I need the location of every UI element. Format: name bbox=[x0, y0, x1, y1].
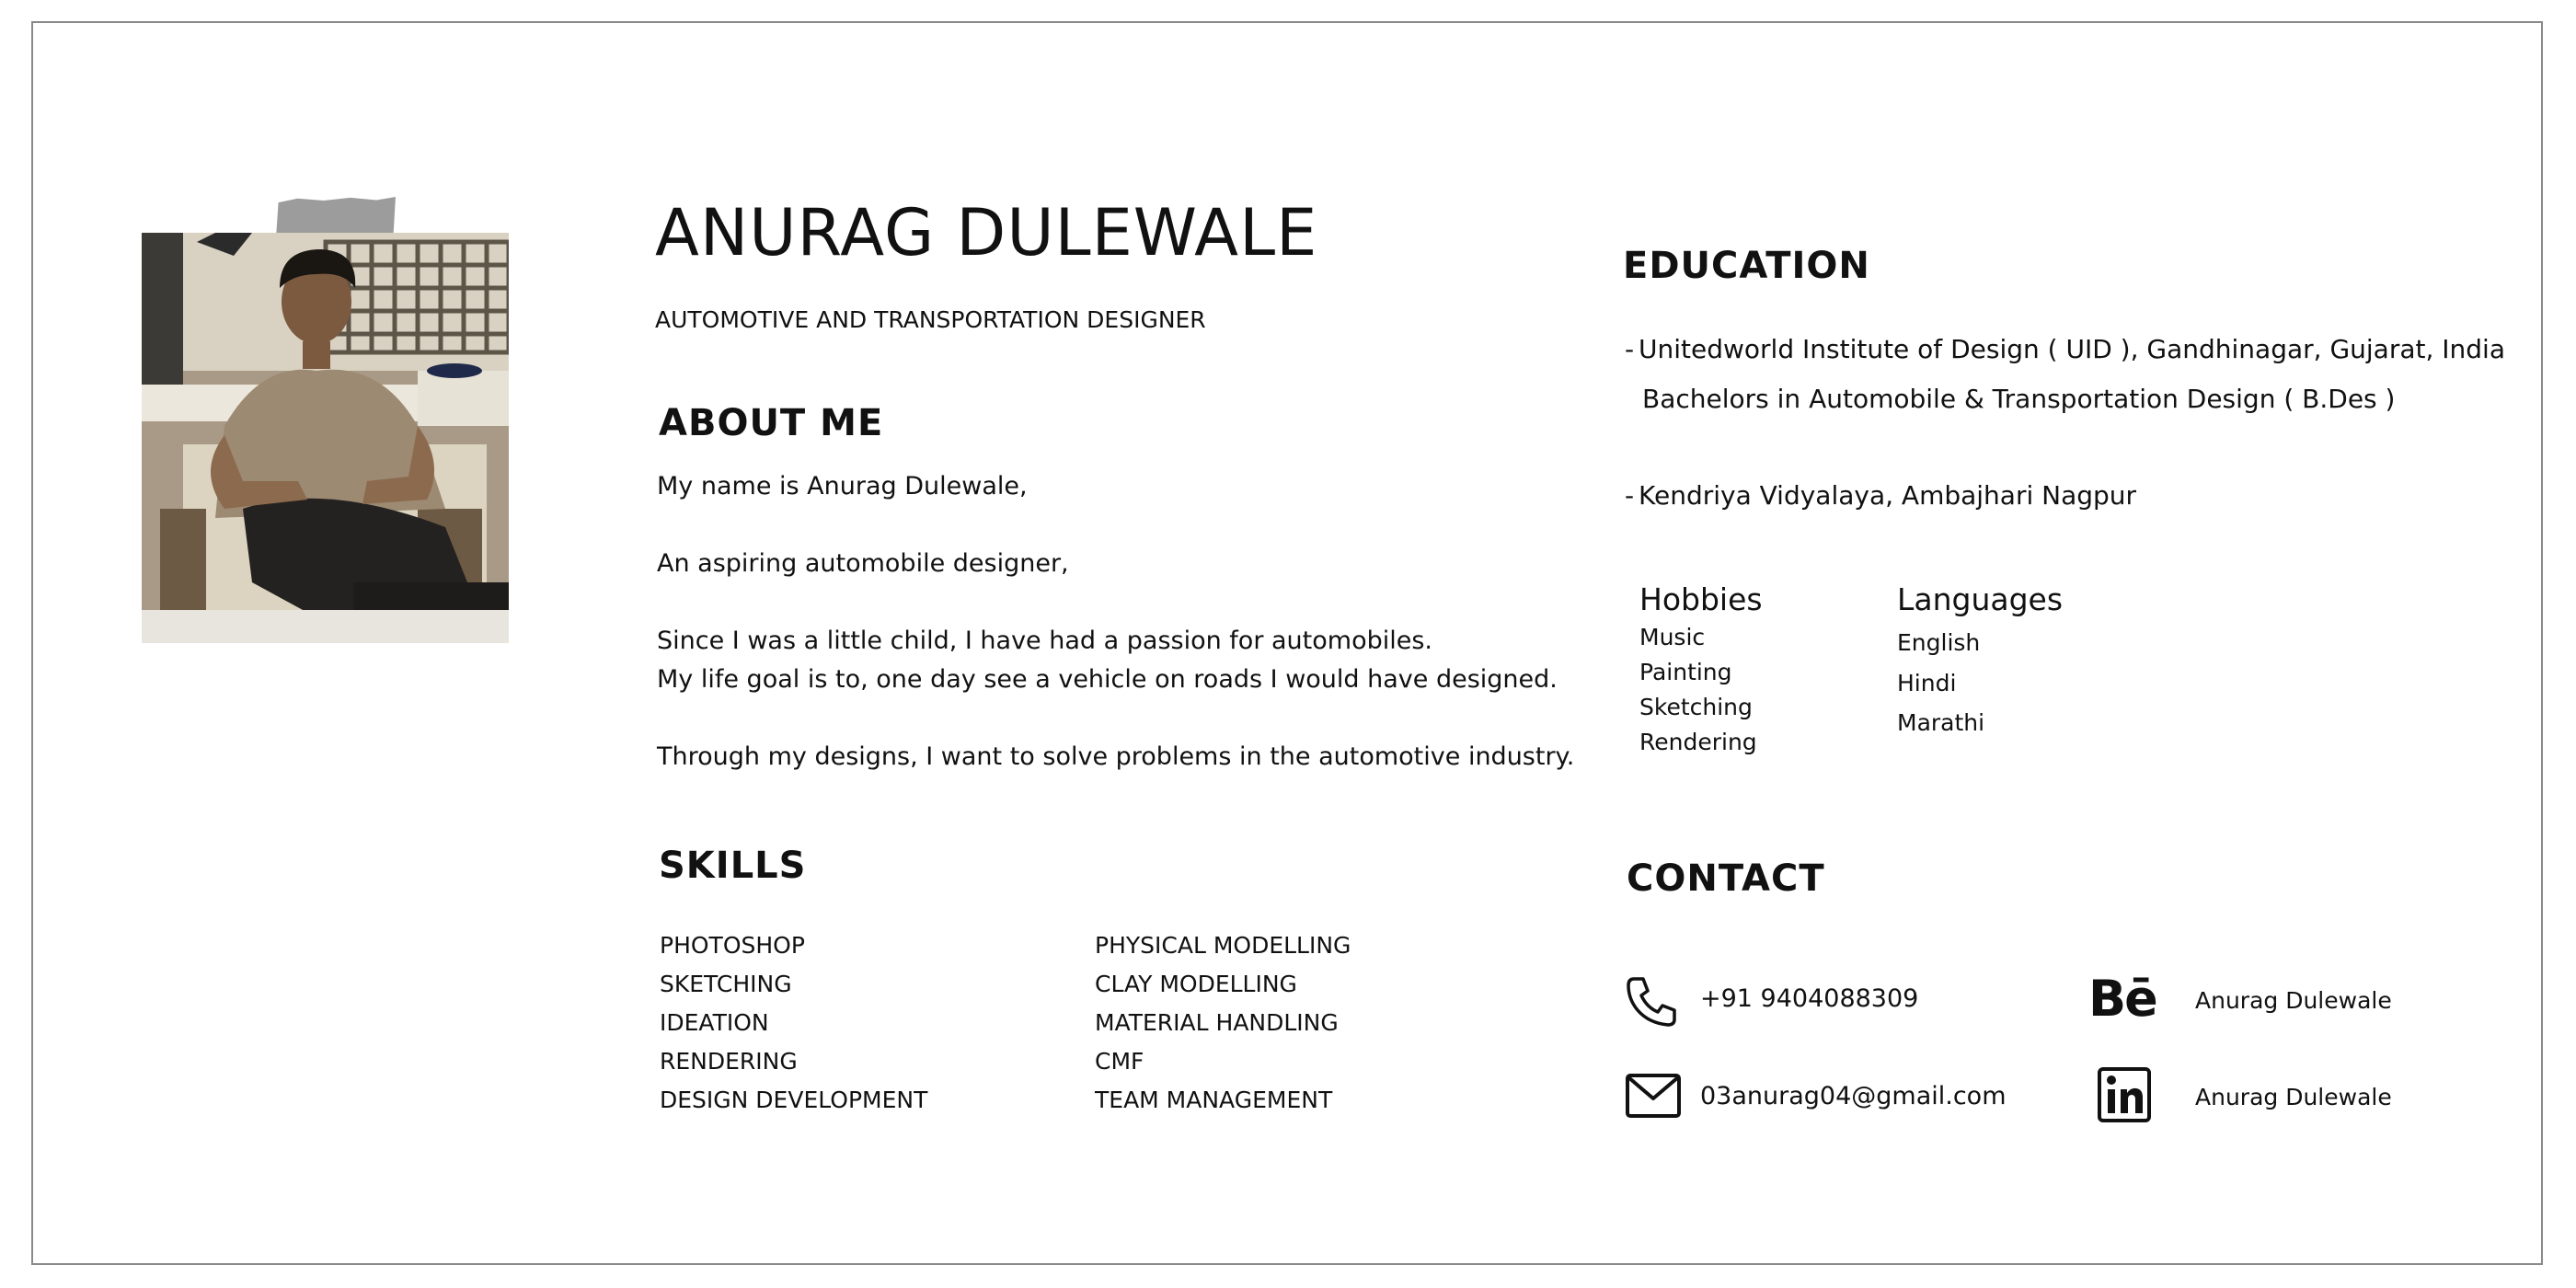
education-bullet: - bbox=[1625, 334, 1635, 364]
skill-item: PHYSICAL MODELLING bbox=[1095, 932, 1351, 959]
phone-number[interactable]: +91 9404088309 bbox=[1700, 984, 1919, 1013]
profile-photo bbox=[142, 233, 509, 643]
tape-decoration bbox=[276, 197, 396, 237]
skills-heading: SKILLS bbox=[659, 845, 807, 887]
about-line-3: Since I was a little child, I have had a passion for automobiles. bbox=[657, 627, 1432, 655]
skill-item: MATERIAL HANDLING bbox=[1095, 1009, 1339, 1036]
phone-icon bbox=[1625, 975, 1678, 1032]
education-bullet: - bbox=[1625, 480, 1635, 511]
skill-item: CLAY MODELLING bbox=[1095, 971, 1297, 997]
hobby-item: Sketching bbox=[1639, 694, 1753, 720]
education-degree-1: Bachelors in Automobile & Transportation Design ( B.Des ) bbox=[1642, 384, 2396, 414]
hobbies-heading: Hobbies bbox=[1639, 581, 1763, 617]
skill-item: CMF bbox=[1095, 1048, 1144, 1075]
behance-profile[interactable]: Anurag Dulewale bbox=[2195, 987, 2392, 1014]
language-item: Hindi bbox=[1897, 670, 1957, 696]
hobby-item: Rendering bbox=[1639, 729, 1757, 755]
language-item: Marathi bbox=[1897, 709, 1985, 736]
email-address[interactable]: 03anurag04@gmail.com bbox=[1700, 1082, 2007, 1110]
education-school-1: Unitedworld Institute of Design ( UID ), Gandhinagar, Gujarat, India bbox=[1639, 334, 2505, 364]
about-line-1: My name is Anurag Dulewale, bbox=[657, 472, 1028, 500]
education-school-2: Kendriya Vidyalaya, Ambajhari Nagpur bbox=[1639, 480, 2137, 511]
linkedin-profile[interactable]: Anurag Dulewale bbox=[2195, 1084, 2392, 1110]
about-line-2: An aspiring automobile designer, bbox=[657, 549, 1069, 578]
skill-item: RENDERING bbox=[660, 1048, 798, 1075]
languages-heading: Languages bbox=[1897, 581, 2064, 617]
language-item: English bbox=[1897, 629, 1981, 656]
skill-item: PHOTOSHOP bbox=[660, 932, 805, 959]
linkedin-icon bbox=[2098, 1067, 2151, 1126]
skill-item: DESIGN DEVELOPMENT bbox=[660, 1087, 928, 1113]
hobby-item: Music bbox=[1639, 624, 1706, 650]
behance-icon: Bē bbox=[2088, 970, 2156, 1028]
job-title: AUTOMOTIVE AND TRANSPORTATION DESIGNER bbox=[655, 306, 1206, 333]
education-heading: EDUCATION bbox=[1623, 245, 1870, 287]
about-line-4: My life goal is to, one day see a vehicle on roads I would have designed. bbox=[657, 665, 1558, 694]
skill-item: SKETCHING bbox=[660, 971, 792, 997]
contact-heading: CONTACT bbox=[1627, 857, 1825, 900]
about-heading: ABOUT ME bbox=[659, 402, 884, 444]
skill-item: IDEATION bbox=[660, 1009, 769, 1036]
mail-icon bbox=[1625, 1073, 1682, 1122]
skill-item: TEAM MANAGEMENT bbox=[1095, 1087, 1333, 1113]
about-line-5: Through my designs, I want to solve problems in the automotive industry. bbox=[657, 742, 1575, 771]
hobby-item: Painting bbox=[1639, 659, 1732, 685]
person-name: ANURAG DULEWALE bbox=[655, 195, 1318, 270]
